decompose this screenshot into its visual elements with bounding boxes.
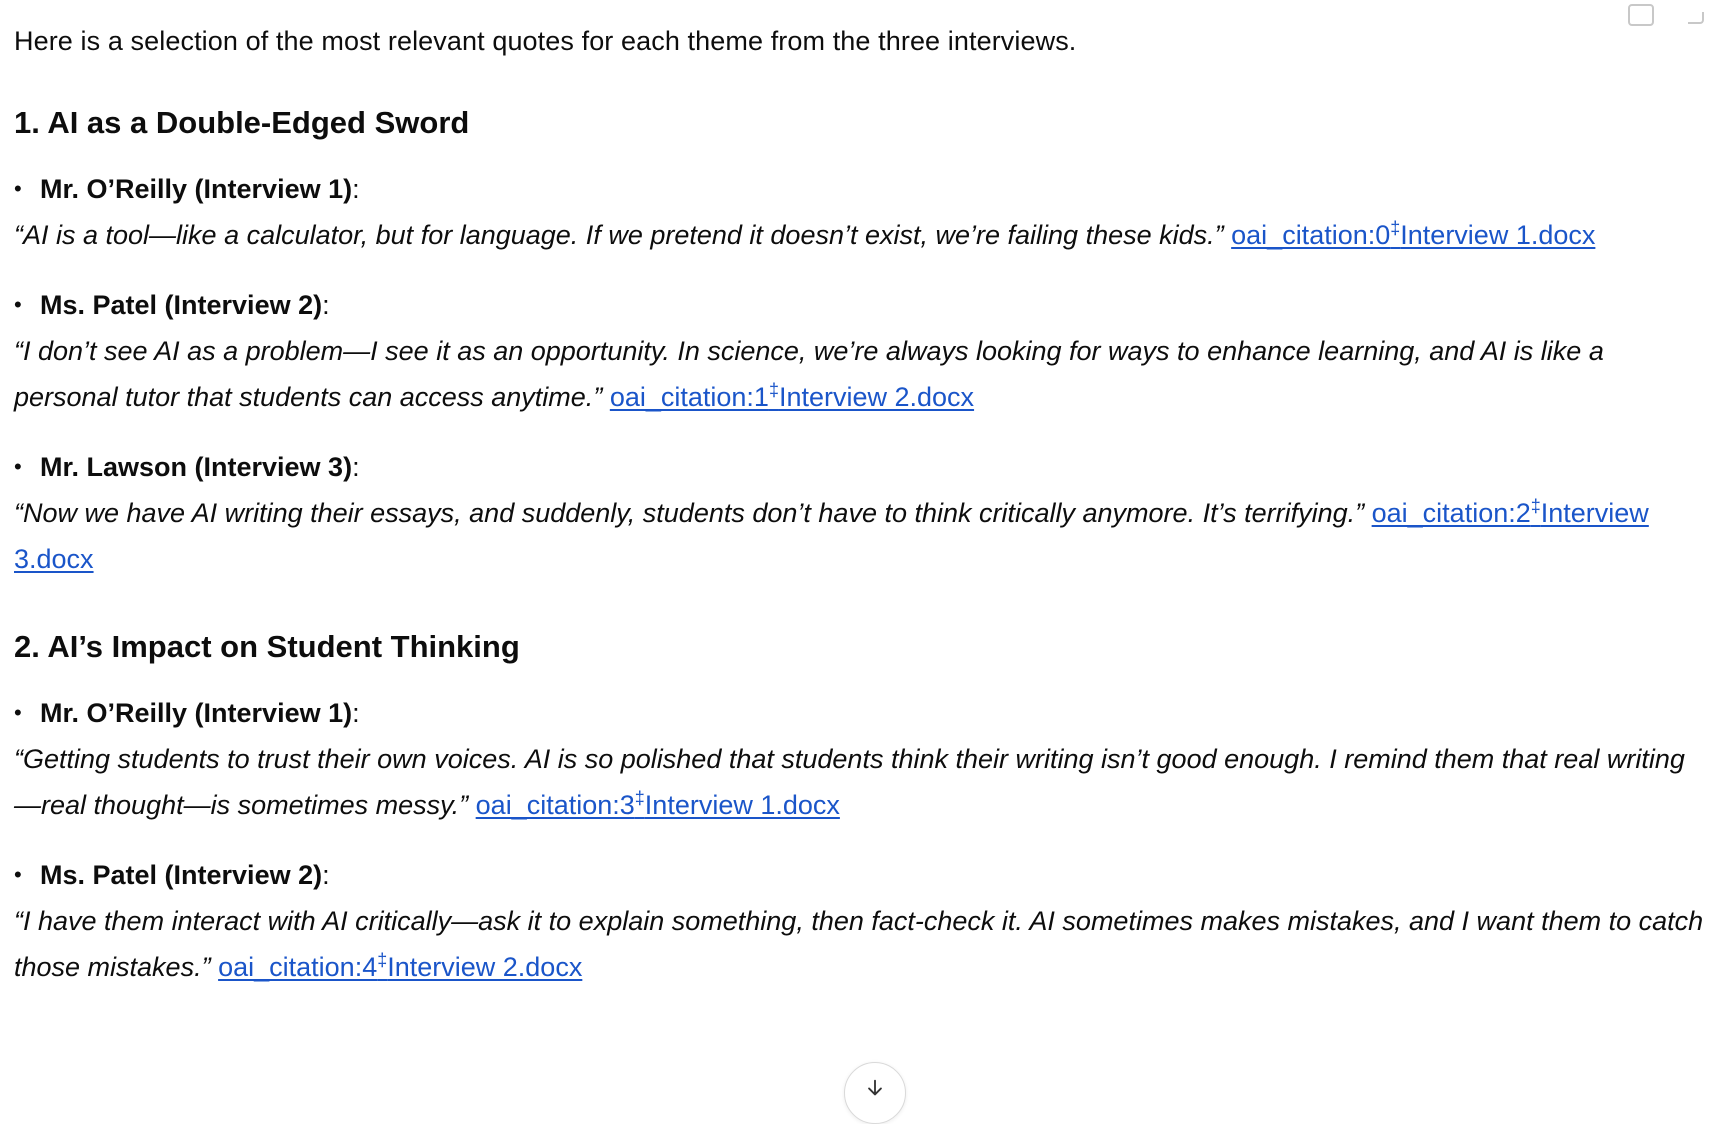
citation-link[interactable]: oai_citation:3‡Interview 1.docx [475,788,840,820]
bullet-dot: • [14,176,22,201]
citation-link[interactable]: oai_citation:1‡Interview 2.docx [609,380,975,412]
citation-link[interactable]: oai_citation:2‡Interview 3.docx [14,496,1649,574]
speaker-label: Mr. O’Reilly (Interview 1) [40,698,353,728]
quote-text: “Now we have AI writing their essays, and suddenly, students don’t have to think critically anymore. It’s terrifying.” [14,498,1365,528]
quote-text: “I don’t see AI as a problem—I see it as an opportunity. In science, we’re always looking for ways to enhance learning, and AI is like a personal tutor that students can access anytime.” [14,336,1604,412]
quote-entry: • Ms. Patel (Interview 2) : “I don’t see AI as a problem—I see it as an opportunity. In science, we’re always looking for ways to enhance learning, and AI is like a personal tutor that students can access anytime.” oai_citation:1‡Interview 2.docx [14,282,1704,420]
citation-link[interactable]: oai_citation:0‡Interview 1.docx [1231,218,1596,250]
section-title: 2. AI’s Impact on Student Thinking [14,629,520,664]
quote-text: “Getting students to trust their own voices. AI is so polished that students think their writing isn’t good enough. I remind them that real writing—real thought—is sometimes messy.” [14,744,1685,820]
quote-text: “AI is a tool—like a calculator, but for language. If we pretend it doesn’t exist, we’re failing these kids.” [14,220,1224,250]
bullet-dot: • [14,292,22,317]
theme-section-2 [14,624,1704,990]
quote-entry: • Mr. O’Reilly (Interview 1) : “Getting students to trust their own voices. AI is so polished that students think their writing isn’t good enough. I remind them that real writing—real thought—is sometimes messy.” oai_citation:3‡Interview 1.docx [14,690,1704,828]
quote-entry: • Mr. O’Reilly (Interview 1) : “AI is a tool—like a calculator, but for language. If we pretend it doesn’t exist, we’re failing these kids.” oai_citation:0‡Interview 1.docx [14,166,1704,258]
bullet-dot: • [14,454,22,479]
bullet-dot: • [14,700,22,725]
bullet-dot: • [14,862,22,887]
section-title: 1. AI as a Double-Edged Sword [14,105,470,140]
copy-icon[interactable] [1628,4,1654,26]
chat-response [14,18,1704,1014]
speaker-label: Ms. Patel (Interview 2) [40,860,323,890]
quote-text: “I have them interact with AI critically—ask it to explain something, then fact-check it. AI sometimes makes mistakes, and I want them to catch those mistakes.” [14,906,1704,982]
intro-text: Here is a selection of the most relevant quotes for each theme from the three interviews. [14,26,1077,56]
speaker-label: Mr. O’Reilly (Interview 1) [40,174,353,204]
citation-link[interactable]: oai_citation:4‡Interview 2.docx [218,950,583,982]
scroll-down-button[interactable] [844,1062,906,1124]
speaker-label: Mr. Lawson (Interview 3) [40,452,353,482]
arrow-down-icon [864,1077,886,1099]
more-icon[interactable] [1688,12,1704,24]
quote-entry: • Mr. Lawson (Interview 3) : “Now we have AI writing their essays, and suddenly, students don’t have to think critically anymore. It’s terrifying.” oai_citation:2‡Interview 3.docx [14,444,1704,582]
speaker-label: Ms. Patel (Interview 2) [40,290,323,320]
quote-entry: • Ms. Patel (Interview 2) : “I have them interact with AI critically—ask it to explain something, then fact-check it. AI sometimes makes mistakes, and I want them to catch those mistakes.” oai_citation:4‡Interview 2.docx [14,852,1704,990]
theme-section-1 [14,100,1704,582]
